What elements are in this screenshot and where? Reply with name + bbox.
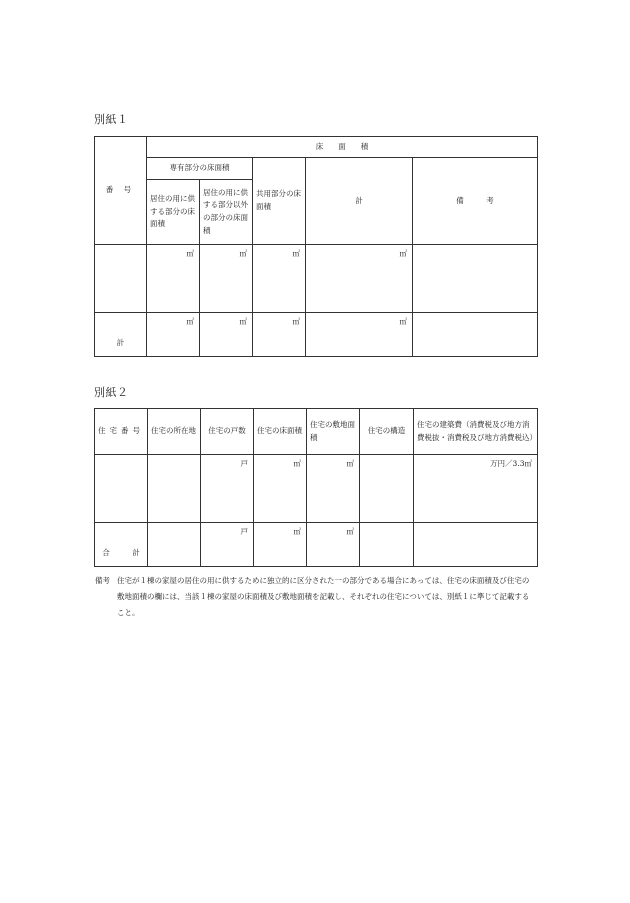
appendix1-data-remarks-cell[interactable]	[413, 245, 538, 313]
appendix2-header-floor-area: 住宅の床面積	[254, 409, 307, 455]
appendix2-header-location: 住宅の所在地	[148, 409, 201, 455]
appendix1-data-common-cell[interactable]: ㎡	[253, 245, 306, 313]
appendix2-header-site-area: 住宅の敷地面積	[307, 409, 360, 455]
appendix2-header-units: 住宅の戸数	[201, 409, 254, 455]
appendix1-header-remarks: 備 考	[413, 158, 538, 245]
appendix1-total-remarks-cell[interactable]	[413, 313, 538, 357]
appendix1-total-subtotal-cell[interactable]: ㎡	[306, 313, 413, 357]
appendix1-total-residential-cell[interactable]: ㎡	[147, 313, 200, 357]
appendix2-total-cost-cell[interactable]	[414, 523, 538, 567]
appendix1-title: 別紙１	[94, 113, 129, 126]
remarks-note-text: 住宅が１棟の家屋の居住の用に供するために独立的に区分された一の部分である場合にあっては、住宅の床面積及び住宅の敷地面積の欄には、当該１棟の家屋の床面積及び敷地面積を記載し、それぞれの住宅については、別紙１に準じて記載すること。	[117, 576, 530, 617]
appendix2-total-floor-area-cell[interactable]: ㎡	[254, 523, 307, 567]
appendix1-header-exclusive-area: 専有部分の床面積	[147, 158, 253, 180]
appendix2-total-label: 合 計	[95, 523, 148, 567]
appendix2-total-location-cell[interactable]	[148, 523, 201, 567]
appendix1-data-non-residential-cell[interactable]: ㎡	[200, 245, 253, 313]
appendix2-data-structure-cell[interactable]	[360, 455, 414, 523]
appendix1-header-subtotal: 計	[306, 158, 413, 245]
appendix1-data-subtotal-cell[interactable]: ㎡	[306, 245, 413, 313]
appendix1-table	[94, 136, 538, 357]
appendix2-header-number: 住宅番号	[95, 409, 148, 455]
appendix1-header-common-area: 共用部分の床面積	[253, 158, 306, 245]
appendix2-total-row	[95, 523, 538, 567]
appendix1-header-floor-area: 床 面 積	[147, 137, 538, 158]
appendix2-total-site-area-cell[interactable]: ㎡	[307, 523, 360, 567]
appendix2-data-site-area-cell[interactable]: ㎡	[307, 455, 360, 523]
appendix1-data-number-cell[interactable]	[95, 245, 147, 313]
appendix2-data-cost-cell[interactable]: 万円／3.3㎡	[414, 455, 538, 523]
appendix2-data-location-cell[interactable]	[148, 455, 201, 523]
appendix1-header-number: 番 号	[95, 137, 147, 245]
appendix2-header-cost: 住宅の建築費（消費税及び地方消費税抜・消費税及び地方消費税込）	[414, 409, 538, 455]
appendix2-title: 別紙２	[94, 386, 129, 399]
remarks-note	[95, 573, 535, 620]
appendix2-header-structure: 住宅の構造	[360, 409, 414, 455]
appendix2-total-structure-cell[interactable]	[360, 523, 414, 567]
appendix1-total-label: 計	[95, 313, 147, 357]
appendix1-header-residential: 居住の用に供する部分の床面積	[147, 180, 200, 245]
appendix2-data-floor-area-cell[interactable]: ㎡	[254, 455, 307, 523]
appendix2-table	[94, 408, 538, 567]
appendix1-total-row	[95, 313, 538, 357]
appendix2-total-units-cell[interactable]: 戸	[201, 523, 254, 567]
appendix1-data-residential-cell[interactable]: ㎡	[147, 245, 200, 313]
appendix2-data-number-cell[interactable]	[95, 455, 148, 523]
appendix2-data-row	[95, 455, 538, 523]
remarks-note-label: 備考	[95, 576, 110, 585]
appendix1-data-row	[95, 245, 538, 313]
appendix1-header-non-residential: 居住の用に供する部分以外の部分の床面積	[200, 180, 253, 245]
appendix1-total-common-cell[interactable]: ㎡	[253, 313, 306, 357]
appendix2-data-units-cell[interactable]: 戸	[201, 455, 254, 523]
appendix1-total-non-residential-cell[interactable]: ㎡	[200, 313, 253, 357]
